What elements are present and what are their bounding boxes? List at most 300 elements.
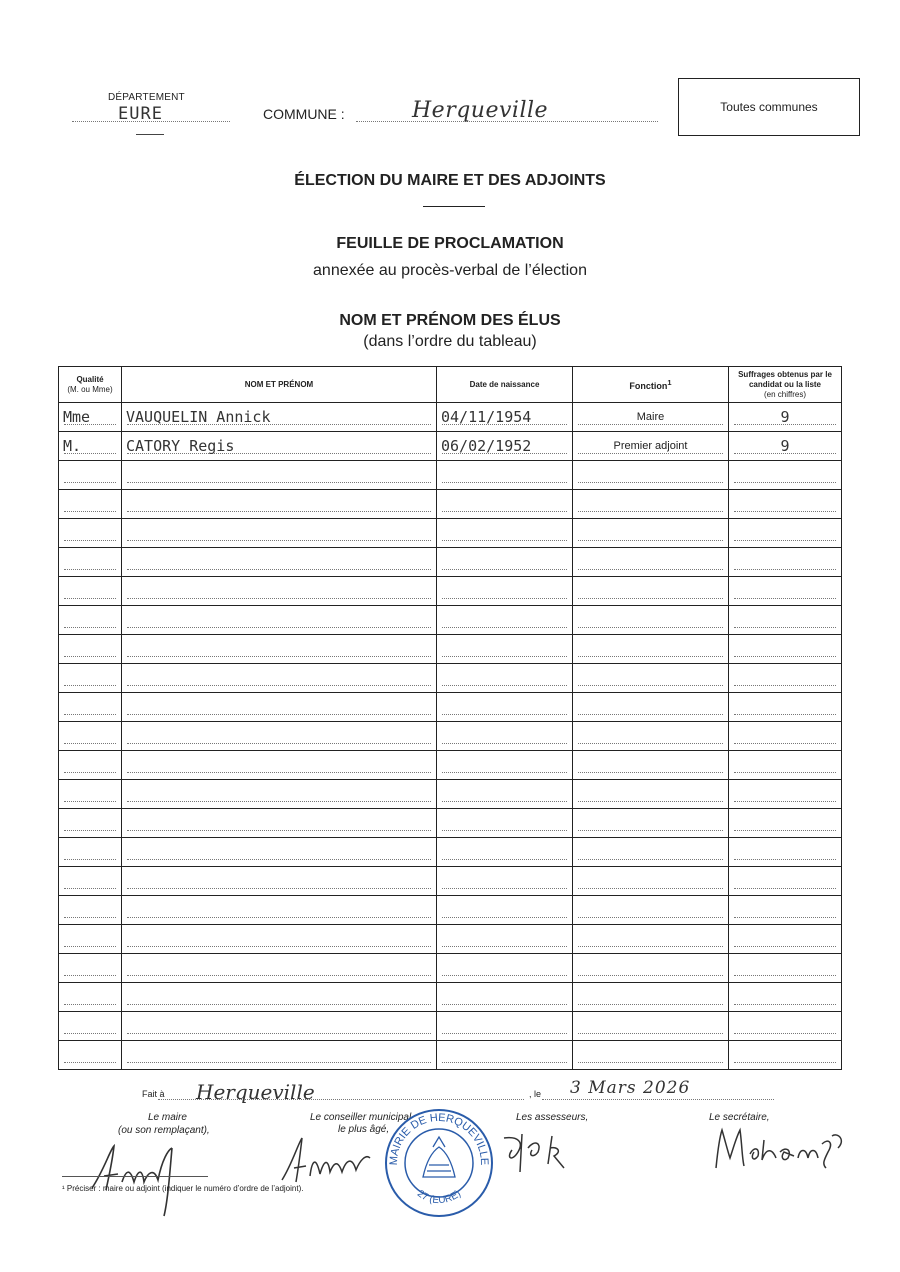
cell-fonction [573, 838, 729, 867]
cell-nom [122, 461, 437, 490]
cell-fonction-value: Maire [636, 411, 665, 423]
cell-naissance [437, 432, 573, 461]
table-row [59, 896, 842, 925]
cell-fonction [573, 693, 729, 722]
dotted-line [442, 743, 567, 744]
cell-nom [122, 1041, 437, 1070]
dotted-line [578, 569, 723, 570]
cell-fonction [573, 432, 729, 461]
dotted-line [442, 511, 567, 512]
table-row [59, 954, 842, 983]
dotted-line [127, 917, 431, 918]
cell-naissance [437, 983, 573, 1012]
cell-nom [122, 809, 437, 838]
cell-qualite [59, 490, 122, 519]
cell-suffrages [729, 809, 842, 838]
cell-fonction [573, 751, 729, 780]
cell-fonction [573, 1041, 729, 1070]
cell-naissance [437, 519, 573, 548]
departement-label: DÉPARTEMENT [108, 92, 185, 103]
cell-naissance [437, 606, 573, 635]
dotted-line [64, 714, 116, 715]
svg-text:27 (EURE) [415, 1188, 463, 1206]
cell-nom-value: CATORY Regis [126, 438, 235, 454]
cell-nom [122, 519, 437, 548]
sheet-title: FEUILLE DE PROCLAMATION [336, 235, 564, 252]
cell-naissance [437, 490, 573, 519]
dotted-line [442, 1004, 567, 1005]
category-box [678, 78, 860, 136]
cell-naissance [437, 577, 573, 606]
dotted-line [578, 946, 723, 947]
cell-suffrages [729, 693, 842, 722]
dotted-line [442, 627, 567, 628]
dotted-line [64, 598, 116, 599]
dotted-line [442, 656, 567, 657]
cell-nom [122, 403, 437, 432]
cell-suffrages [729, 432, 842, 461]
cell-suffrages [729, 925, 842, 954]
dotted-line [442, 569, 567, 570]
dotted-line [734, 714, 836, 715]
dotted-line [442, 482, 567, 483]
cell-qualite [59, 461, 122, 490]
dotted-line [442, 1033, 567, 1034]
dotted-line [64, 656, 116, 657]
dotted-line [442, 772, 567, 773]
cell-naissance [437, 809, 573, 838]
dotted-line [442, 830, 567, 831]
dotted-line [734, 888, 836, 889]
cell-nom [122, 548, 437, 577]
date-value: 3 Mars 2026 [570, 1078, 691, 1098]
cell-naissance [437, 751, 573, 780]
dotted-line [442, 888, 567, 889]
category-box-text: Toutes communes [720, 100, 818, 114]
cell-suffrages [729, 664, 842, 693]
cell-fonction [573, 461, 729, 490]
dotted-line [578, 656, 723, 657]
dotted-line [64, 772, 116, 773]
cell-naissance [437, 1041, 573, 1070]
cell-suffrages [729, 954, 842, 983]
dotted-line [64, 801, 116, 802]
cell-fonction [573, 722, 729, 751]
cell-naissance [437, 1012, 573, 1041]
cell-naissance [437, 722, 573, 751]
dotted-line [578, 772, 723, 773]
dotted-line [127, 598, 431, 599]
date-line [542, 1099, 774, 1100]
names-subtitle: (dans l’ordre du tableau) [363, 333, 537, 350]
secretaire-signature [708, 1118, 858, 1178]
cell-suffrages [729, 461, 842, 490]
cell-nom [122, 635, 437, 664]
dotted-line [734, 830, 836, 831]
cell-nom [122, 896, 437, 925]
commune-value: Herqueville [412, 98, 549, 123]
cell-fonction [573, 664, 729, 693]
dotted-line [578, 1033, 723, 1034]
cell-naissance [437, 838, 573, 867]
dotted-line [127, 888, 431, 889]
dotted-line [127, 627, 431, 628]
dotted-line [127, 569, 431, 570]
cell-qualite [59, 983, 122, 1012]
dotted-line [127, 743, 431, 744]
table-row [59, 606, 842, 635]
cell-qualite [59, 403, 122, 432]
dotted-line [734, 598, 836, 599]
fait-a-label: Fait à [142, 1089, 165, 1099]
cell-nom [122, 751, 437, 780]
dotted-line [127, 975, 431, 976]
table-row [59, 461, 842, 490]
cell-fonction [573, 635, 729, 664]
svg-text:MAIRIE DE HERQUEVILLE [388, 1112, 490, 1166]
dotted-line [734, 482, 836, 483]
cell-naissance [437, 954, 573, 983]
cell-suffrages [729, 722, 842, 751]
dotted-line [578, 511, 723, 512]
cell-suffrages [729, 606, 842, 635]
dotted-line [734, 627, 836, 628]
cell-suffrages [729, 1012, 842, 1041]
conseiller-label: Le conseiller municipal [310, 1112, 412, 1123]
stamp-bottom-text: 27 (EURE) [414, 1188, 464, 1207]
dotted-line [64, 946, 116, 947]
conseiller-sub: le plus âgé, [338, 1124, 390, 1135]
dotted-line [64, 830, 116, 831]
cell-nom [122, 838, 437, 867]
cell-suffrages [729, 490, 842, 519]
dotted-line [734, 685, 836, 686]
cell-qualite [59, 925, 122, 954]
cell-nom [122, 432, 437, 461]
dotted-line [127, 685, 431, 686]
cell-qualite [59, 577, 122, 606]
cell-nom [122, 954, 437, 983]
cell-suffrages [729, 751, 842, 780]
cell-naissance [437, 664, 573, 693]
dotted-line [734, 1004, 836, 1005]
cell-suffrages [729, 635, 842, 664]
dotted-line [64, 685, 116, 686]
assesseurs-label: Les assesseurs, [516, 1112, 589, 1123]
dotted-line [578, 830, 723, 831]
cell-naissance [437, 548, 573, 577]
main-title: ÉLECTION DU MAIRE ET DES ADJOINTS [294, 172, 606, 189]
dotted-line [64, 482, 116, 483]
table-row [59, 838, 842, 867]
cell-nom [122, 664, 437, 693]
cell-suffrages [729, 403, 842, 432]
cell-fonction [573, 577, 729, 606]
cell-qualite [59, 809, 122, 838]
title-divider [423, 206, 485, 207]
dotted-line [578, 859, 723, 860]
dotted-line [442, 714, 567, 715]
table-row [59, 1012, 842, 1041]
header-nom: NOM ET PRÉNOM [122, 367, 437, 403]
dotted-line [578, 685, 723, 686]
dotted-line [734, 540, 836, 541]
dotted-line [442, 685, 567, 686]
cell-qualite-value: Mme [63, 409, 91, 425]
table-row [59, 867, 842, 896]
dotted-line [64, 975, 116, 976]
cell-qualite [59, 954, 122, 983]
cell-qualite [59, 519, 122, 548]
table-row [59, 809, 842, 838]
header-suffrages-label: Suffrages obtenus par le candidat ou la liste [738, 369, 832, 389]
assesseurs-signature [498, 1128, 578, 1178]
dotted-line [442, 1062, 567, 1063]
dotted-line [442, 540, 567, 541]
conseiller-signature [276, 1130, 386, 1190]
cell-fonction [573, 1012, 729, 1041]
cell-qualite [59, 635, 122, 664]
stamp-text: MAIRIE DE HERQUEVILLE [387, 1111, 491, 1166]
dotted-line [64, 1004, 116, 1005]
cell-nom [122, 722, 437, 751]
cell-nom [122, 490, 437, 519]
cell-nom [122, 606, 437, 635]
cell-nom [122, 1012, 437, 1041]
dotted-line [64, 888, 116, 889]
cell-fonction [573, 519, 729, 548]
cell-nom [122, 693, 437, 722]
cell-qualite [59, 1041, 122, 1070]
dotted-line [578, 627, 723, 628]
table-row [59, 635, 842, 664]
cell-naissance [437, 780, 573, 809]
cell-qualite [59, 838, 122, 867]
header-qualite [59, 367, 122, 403]
cell-naissance [437, 867, 573, 896]
dotted-line [127, 1033, 431, 1034]
cell-qualite-value: M. [63, 438, 82, 454]
table-row [59, 664, 842, 693]
dotted-line [578, 1062, 723, 1063]
cell-naissance [437, 403, 573, 432]
dotted-line [578, 743, 723, 744]
cell-qualite [59, 432, 122, 461]
cell-qualite [59, 867, 122, 896]
maire-signature [84, 1130, 194, 1220]
cell-fonction [573, 983, 729, 1012]
cell-suffrages [729, 780, 842, 809]
dotted-line [578, 482, 723, 483]
dotted-line [734, 975, 836, 976]
cell-nom [122, 867, 437, 896]
cell-qualite [59, 606, 122, 635]
dotted-line [578, 1004, 723, 1005]
date-label: , le [529, 1089, 542, 1099]
footnote: ¹ Préciser : maire ou adjoint (indiquer le numéro d’ordre de l’adjoint). [62, 1184, 304, 1193]
cell-suffrages [729, 896, 842, 925]
header-fonction-sup: 1 [667, 378, 672, 387]
dotted-line [127, 859, 431, 860]
cell-naissance [437, 635, 573, 664]
cell-nom [122, 577, 437, 606]
dotted-line [64, 569, 116, 570]
dotted-line [64, 1062, 116, 1063]
dotted-line [578, 598, 723, 599]
departement-value: EURE [118, 104, 163, 124]
dotted-line [442, 917, 567, 918]
header-suffrages-sub: (en chiffres) [763, 389, 807, 399]
sheet-subtitle: annexée au procès-verbal de l’élection [313, 262, 587, 279]
header-qualite-sub: (M. ou Mme) [67, 384, 113, 394]
dotted-line [127, 1062, 431, 1063]
table-row [59, 751, 842, 780]
cell-naissance-value: 06/02/1952 [441, 438, 532, 454]
cell-fonction [573, 925, 729, 954]
dotted-line [734, 946, 836, 947]
dotted-line [127, 946, 431, 947]
dotted-line [442, 975, 567, 976]
dotted-line [734, 743, 836, 744]
table-header-row [59, 367, 842, 403]
dotted-line [64, 859, 116, 860]
dotted-line [127, 1004, 431, 1005]
dotted-line [64, 917, 116, 918]
dotted-line [442, 946, 567, 947]
maire-sub: (ou son remplaçant), [118, 1125, 210, 1136]
dotted-line [64, 540, 116, 541]
dotted-line [127, 482, 431, 483]
dotted-line [578, 975, 723, 976]
cell-qualite [59, 896, 122, 925]
table-row [59, 925, 842, 954]
dotted-line [442, 859, 567, 860]
cell-suffrages-value: 9 [780, 438, 790, 454]
departement-divider [136, 134, 164, 135]
table-row [59, 403, 842, 432]
cell-suffrages [729, 577, 842, 606]
cell-fonction [573, 403, 729, 432]
cell-fonction-value: Premier adjoint [613, 440, 688, 452]
dotted-line [578, 540, 723, 541]
cell-nom [122, 925, 437, 954]
dotted-line [734, 859, 836, 860]
table-row [59, 432, 842, 461]
dotted-line [64, 1033, 116, 1034]
dotted-line [64, 743, 116, 744]
table-row [59, 722, 842, 751]
maire-label: Le maire [148, 1112, 187, 1123]
cell-nom [122, 983, 437, 1012]
header-naissance: Date de naissance [437, 367, 573, 403]
dotted-line [127, 511, 431, 512]
cell-fonction [573, 809, 729, 838]
dotted-line [578, 714, 723, 715]
table-row [59, 1041, 842, 1070]
dotted-line [64, 627, 116, 628]
cell-fonction [573, 780, 729, 809]
cell-qualite [59, 780, 122, 809]
dotted-line [734, 917, 836, 918]
cell-suffrages [729, 519, 842, 548]
cell-fonction [573, 606, 729, 635]
cell-suffrages [729, 548, 842, 577]
names-title: NOM ET PRÉNOM DES ÉLUS [339, 312, 561, 329]
cell-suffrages [729, 983, 842, 1012]
cell-fonction [573, 490, 729, 519]
table-row [59, 983, 842, 1012]
header-suffrages [729, 367, 842, 403]
cell-suffrages-value: 9 [780, 409, 790, 425]
cell-qualite [59, 1012, 122, 1041]
cell-suffrages [729, 867, 842, 896]
dotted-line [442, 598, 567, 599]
secretaire-label: Le secrétaire, [709, 1112, 770, 1123]
dotted-line [734, 1062, 836, 1063]
cell-nom-value: VAUQUELIN Annick [126, 409, 271, 425]
header-fonction-label: Fonction [629, 381, 668, 391]
cell-fonction [573, 954, 729, 983]
dotted-line [578, 917, 723, 918]
table-row [59, 693, 842, 722]
header-fonction [573, 367, 729, 403]
cell-naissance [437, 461, 573, 490]
footnote-line [62, 1176, 208, 1177]
cell-naissance-value: 04/11/1954 [441, 409, 532, 425]
table-row [59, 519, 842, 548]
cell-qualite [59, 751, 122, 780]
dotted-line [734, 801, 836, 802]
dotted-line [734, 511, 836, 512]
commune-label: COMMUNE : [263, 106, 345, 122]
dotted-line [127, 801, 431, 802]
table-row [59, 490, 842, 519]
dotted-line [127, 830, 431, 831]
dotted-line [734, 569, 836, 570]
dotted-line [127, 714, 431, 715]
dotted-line [734, 656, 836, 657]
table-row [59, 548, 842, 577]
dotted-line [127, 656, 431, 657]
dotted-line [734, 1033, 836, 1034]
dotted-line [127, 540, 431, 541]
cell-fonction [573, 896, 729, 925]
dotted-line [578, 801, 723, 802]
cell-qualite [59, 722, 122, 751]
cell-nom [122, 780, 437, 809]
cell-naissance [437, 925, 573, 954]
cell-qualite [59, 693, 122, 722]
dotted-line [64, 511, 116, 512]
cell-fonction [573, 867, 729, 896]
cell-suffrages [729, 838, 842, 867]
table-row [59, 577, 842, 606]
elus-table [58, 366, 842, 1070]
mairie-stamp [383, 1107, 495, 1219]
header-qualite-label: Qualité [76, 374, 104, 384]
dotted-line [578, 888, 723, 889]
fait-a-value: Herqueville [196, 1080, 315, 1104]
cell-qualite [59, 664, 122, 693]
table-row [59, 780, 842, 809]
cell-qualite [59, 548, 122, 577]
cell-suffrages [729, 1041, 842, 1070]
cell-naissance [437, 693, 573, 722]
dotted-line [127, 772, 431, 773]
dotted-line [442, 801, 567, 802]
cell-fonction [573, 548, 729, 577]
dotted-line [734, 772, 836, 773]
